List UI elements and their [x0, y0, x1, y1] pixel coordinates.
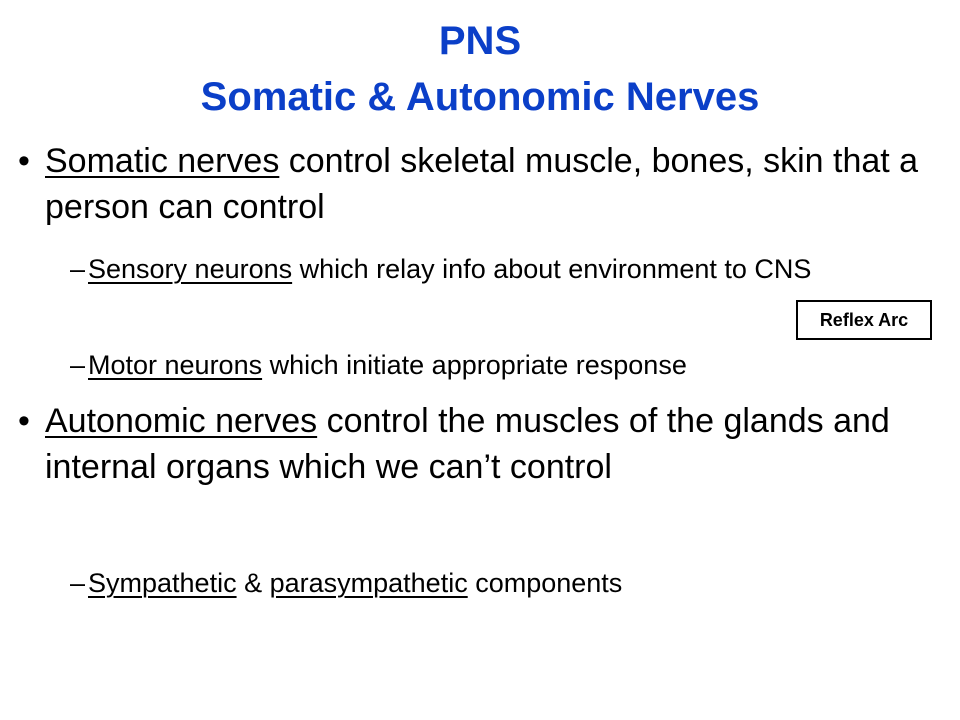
- bullet-marker: •: [18, 402, 30, 440]
- sub-bullet-description: which relay info about environment to CNS: [292, 254, 812, 284]
- slide-title: PNS: [438, 19, 522, 63]
- term-motor-neurons: Motor neurons: [88, 350, 263, 380]
- sub-bullet-connector: &: [236, 568, 270, 598]
- bullet-description: control skeletal muscle, bones, skin that a person can control: [45, 142, 919, 226]
- sub-bullet-marker: –: [70, 568, 86, 598]
- term-sensory-neurons: Sensory neurons: [88, 254, 293, 284]
- bullet-text: [45, 138, 940, 230]
- sub-bullet-text: [88, 250, 920, 288]
- sub-bullet-text: [88, 346, 920, 384]
- reflex-arc-callout: [796, 300, 932, 340]
- term-somatic-nerves: Somatic nerves: [45, 142, 280, 180]
- bullet-somatic-nerves: [18, 138, 940, 230]
- sub-bullet-text: [88, 564, 920, 602]
- sub-bullet-sensory-neurons: [70, 250, 920, 288]
- sub-bullet-description: which initiate appropriate response: [262, 350, 687, 380]
- term-autonomic-nerves: Autonomic nerves: [45, 402, 318, 440]
- term-sympathetic: Sympathetic: [88, 568, 237, 598]
- reflex-arc-label: Reflex Arc: [819, 309, 909, 330]
- sub-bullet-description: components: [467, 568, 623, 598]
- bullet-autonomic-nerves: [18, 398, 940, 490]
- sub-bullet-marker: –: [70, 254, 86, 284]
- sub-bullet-motor-neurons: [70, 346, 920, 384]
- bullet-marker: •: [18, 142, 30, 180]
- bullet-description: control the muscles of the glands and internal organs which we can’t control: [45, 402, 890, 486]
- term-parasympathetic: parasympathetic: [269, 568, 468, 598]
- sub-bullet-marker: –: [70, 350, 86, 380]
- bullet-text: [45, 398, 940, 490]
- sub-bullet-sympathetic-parasympathetic: [70, 564, 920, 602]
- slide-subtitle: Somatic & Autonomic Nerves: [200, 75, 760, 119]
